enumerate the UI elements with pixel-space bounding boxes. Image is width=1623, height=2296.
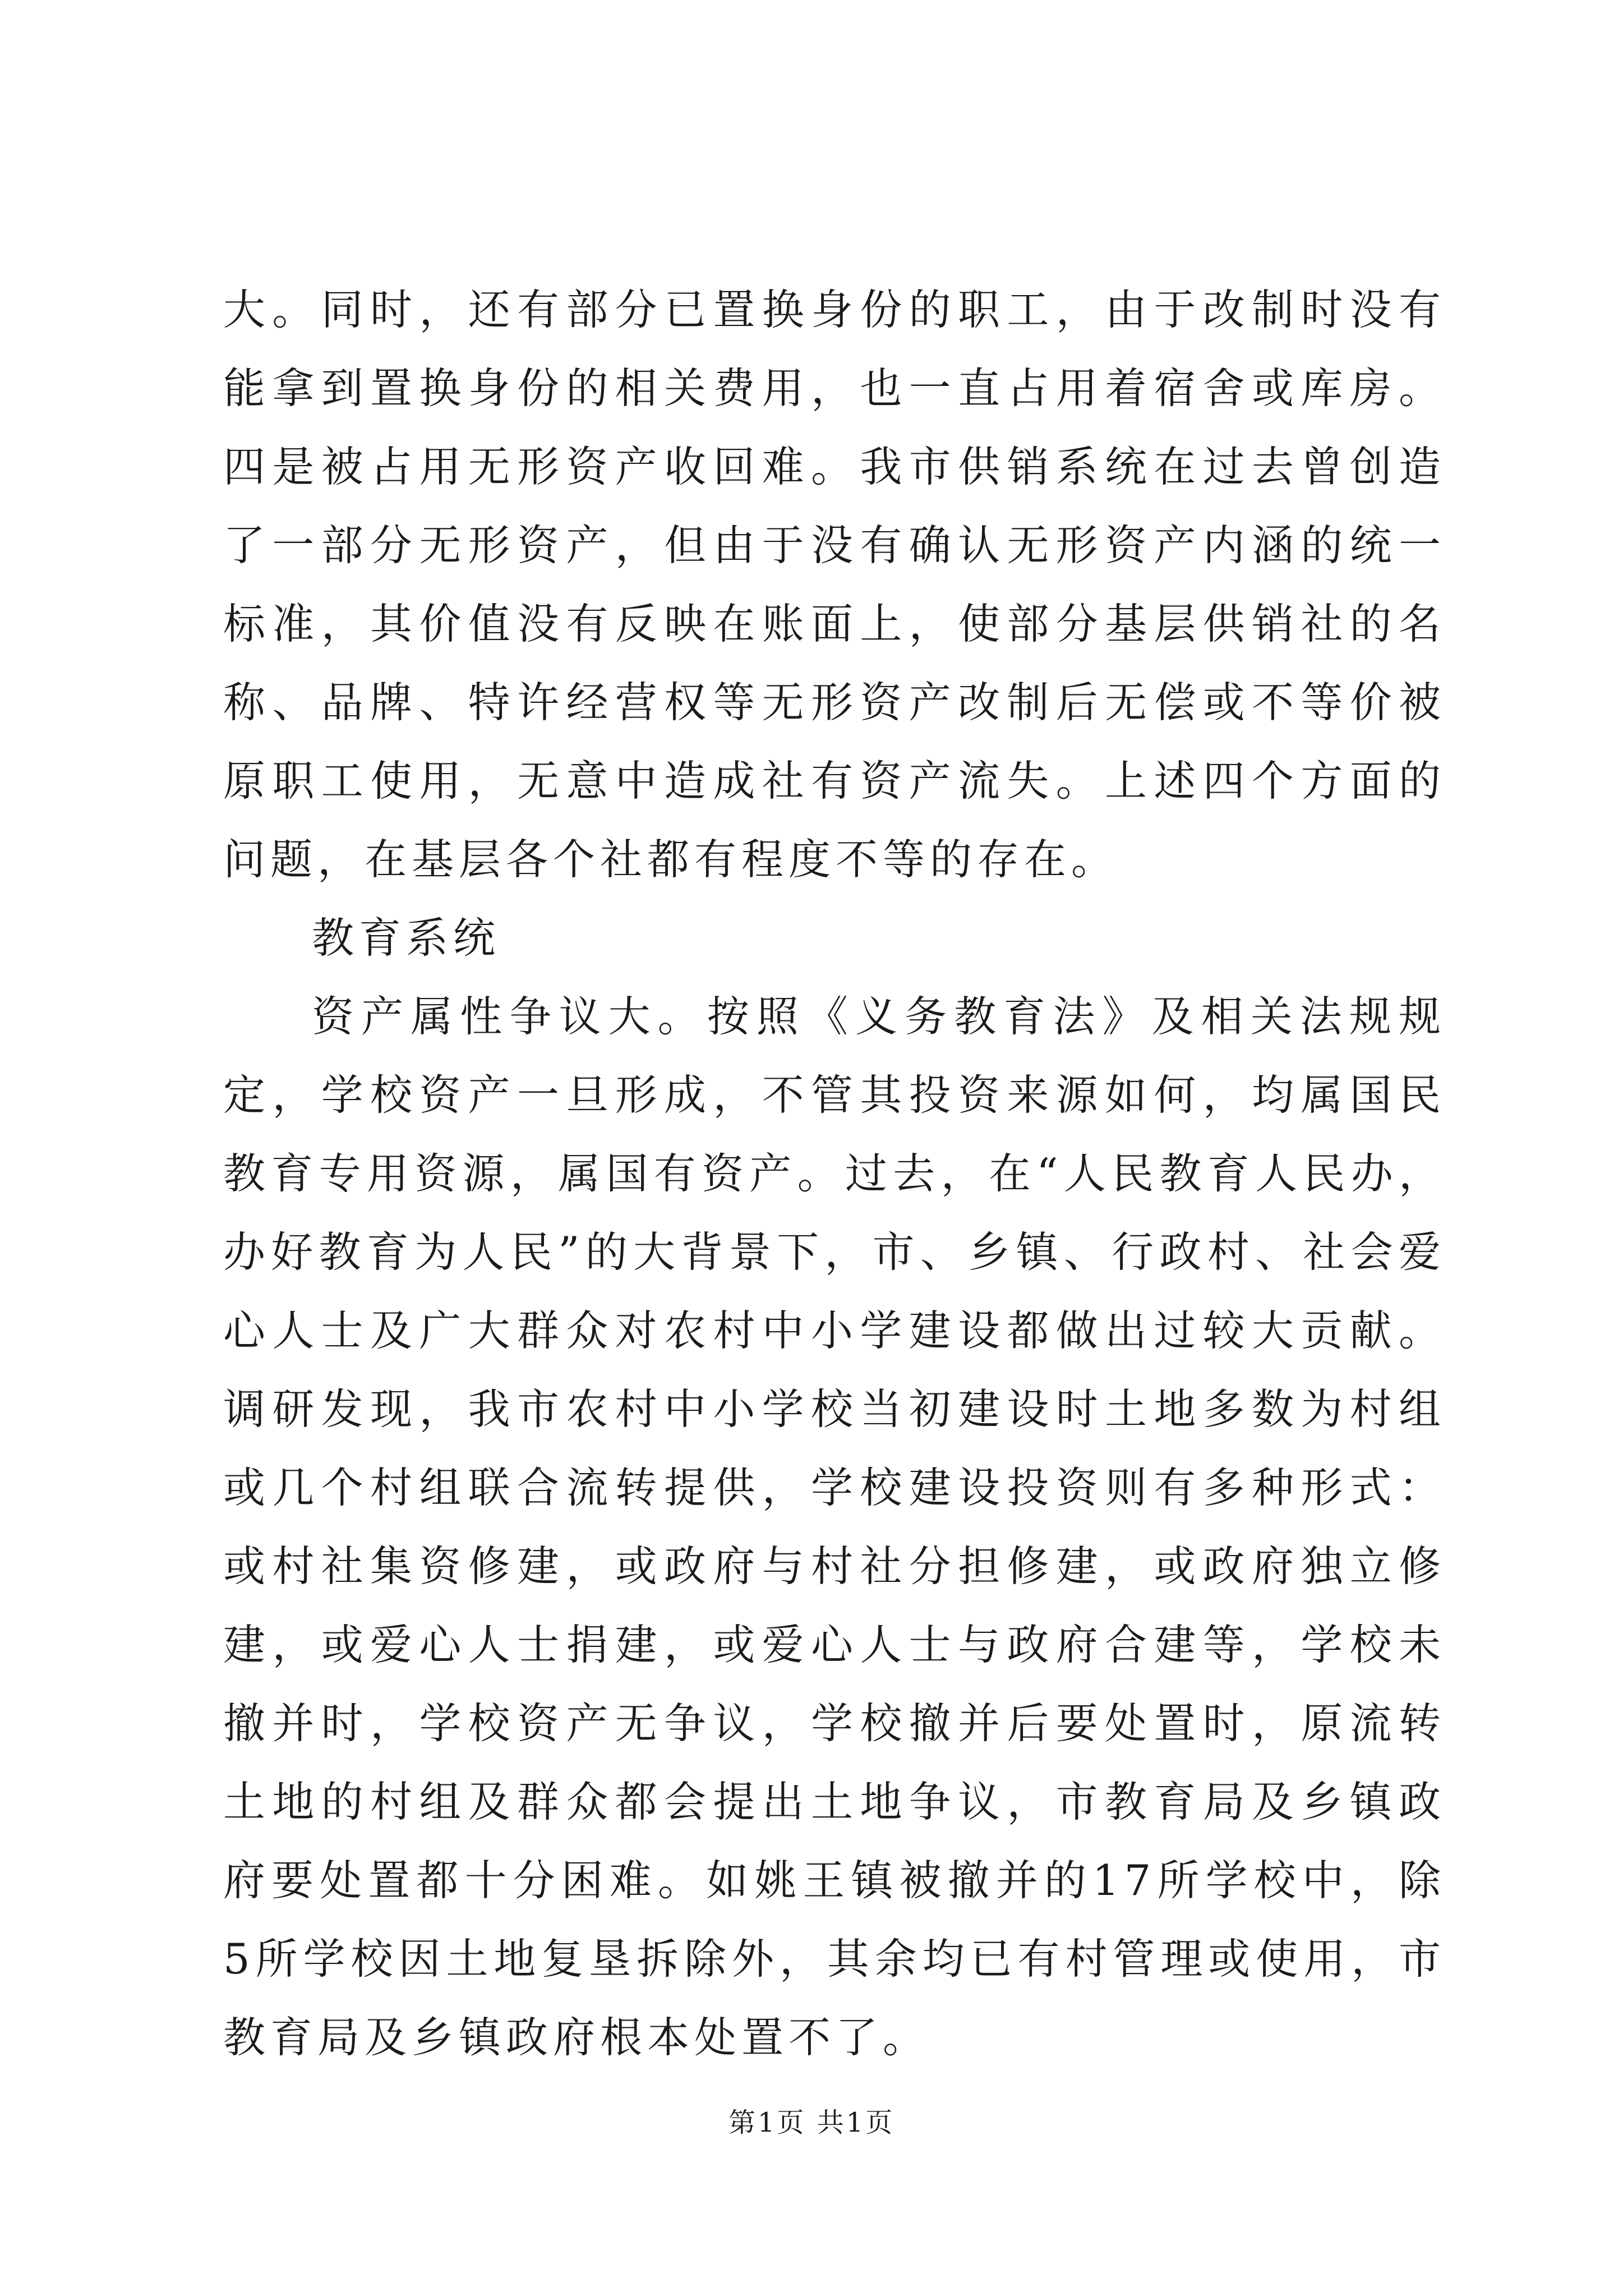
page-footer: 第1页 共1页 xyxy=(728,2107,895,2138)
section-heading: 教育系统 xyxy=(312,913,501,963)
paragraph-education: 资产属性争议大。按照《义务教育法》及相关法规规定，学校资产一旦形成，不管其投资来源如何，均属国民教育专用资源，属国有资产。过去，在“人民教育人民办，办好教育为人民”的大背景下，市、乡镇、行政村、社会爱心人士及广大群众对农村中小学建设都做出过较大贡献。调研发现，我市农村中小学校当初建设时土地多数为村组或几个村组联合流转提供，学校建设投资则有多种形式：或村社集资修建，或政府与村社分担修建，或政府独立修建，或爱心人士捐建，或爱心人士与政府合建等，学校未撤并时，学校资产无争议，学校撤并后要处置时，原流转土地的村组及群众都会提出土地争议，市教育局及乡镇政府要处置都十分困难。如姚王镇被撤并的17所学校中，除5所学校因土地复垦拆除外，其余均已有村管理或使用，市教育局及乡镇政府根本处置不了。 xyxy=(223,992,1446,2062)
paragraph-continued: 大。同时，还有部分已置换身份的职工，由于改制时没有能拿到置换身份的相关费用，也一直占用着宿舍或库房。四是被占用无形资产收回难。我市供销系统在过去曾创造了一部分无形资产，但由于没有确认无形资产内涵的统一标准，其价值没有反映在账面上，使部分基层供销社的名称、品牌、特许经营权等无形资产改制后无偿或不等价被原职工使用，无意中造成社有资产流失。上述四个方面的问题，在基层各个社都有程度不等的存在。 xyxy=(223,285,1446,884)
document-body xyxy=(223,270,1446,2077)
